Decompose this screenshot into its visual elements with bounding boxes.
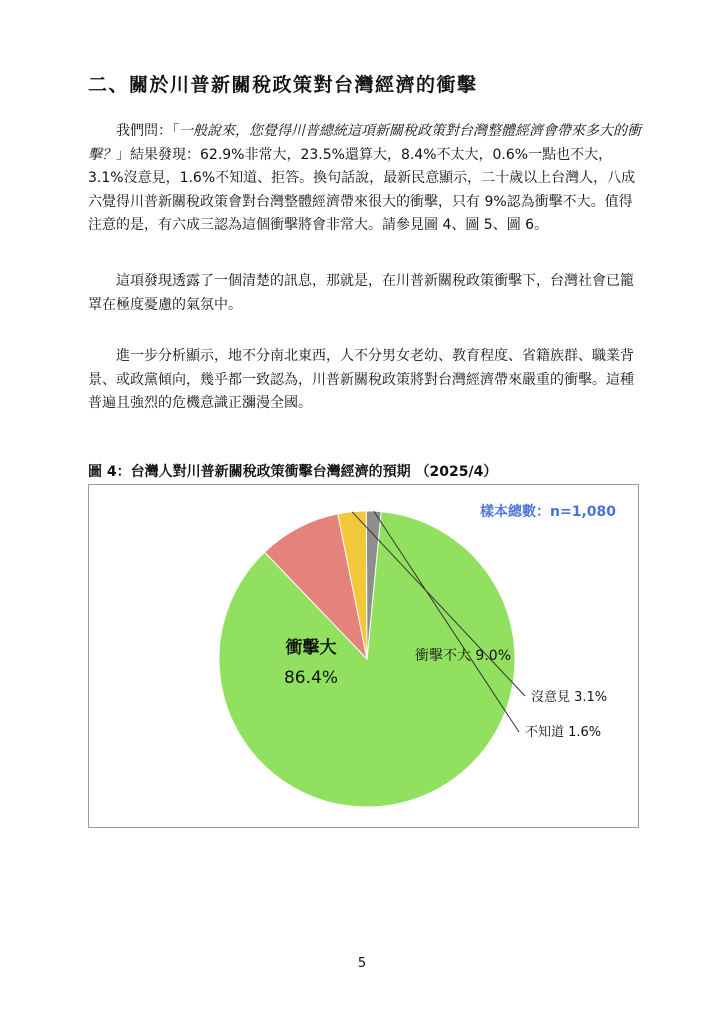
paragraph-1 [88,120,644,238]
paragraph-1-lead: 我們問：「 [116,123,179,139]
page-number: 5 [357,956,367,971]
paragraph-3 [88,345,644,416]
sample-size-note: 樣本總數：n=1,080 [480,504,616,520]
paragraph-1-close: 」 [116,146,130,163]
slice-label-3: 不知道 1.6% [525,725,602,740]
paragraph-2-body: 這項發現透露了一個清楚的訊息，那就是，在川普新關稅政策衝擊下，台灣社會已籠罩在極度憂慮的氣氛中。 [88,273,634,313]
pie-chart [89,485,638,827]
paragraph-2 [88,270,644,317]
slice-label-0: 衝擊大 [285,638,337,658]
slice-label-1: 衝擊不大 9.0% [414,648,512,664]
section-heading: 二、關於川普新關稅政策對台灣經濟的衝擊 [88,74,478,96]
paragraph-3-body: 進一步分析顯示，地不分南北東西，人不分男女老幼、教育程度、省籍族群、職業背景、或政黨傾向，幾乎都一致認為，川普新關稅政策將對台灣經濟帶來嚴重的衝擊。這種普遍且強烈的危機意識正瀰漫全國。 [88,348,634,411]
figure-title: 圖 4：台灣人對川普新關稅政策衝擊台灣經濟的預期 （2025/4） [88,464,498,480]
slice-label-2: 沒意見 3.1% [531,690,608,705]
paragraph-1-body: 結果發現：62.9%非常大，23.5%還算大，8.4%不太大，0.6%一點也不大，3.1%沒意見，1.6%不知道、拒答。換句話說，最新民意顯示，二十歲以上台灣人，八成六覺得川普新關稅政策會對台灣整體經濟帶來很大的衝擊，只有 9%認為衝擊不大。值得注意的是，有六成三認為這個衝擊將會非常大。請參見圖 4、圖 5、圖 6。 [88,146,636,233]
survey-question: 一般說來，您覺得川普總統這項新關稅政策對台灣整體經濟會帶來多大的衝擊？ [88,123,641,163]
slice-value-0: 86.4% [283,668,339,688]
chart-frame [88,484,639,828]
